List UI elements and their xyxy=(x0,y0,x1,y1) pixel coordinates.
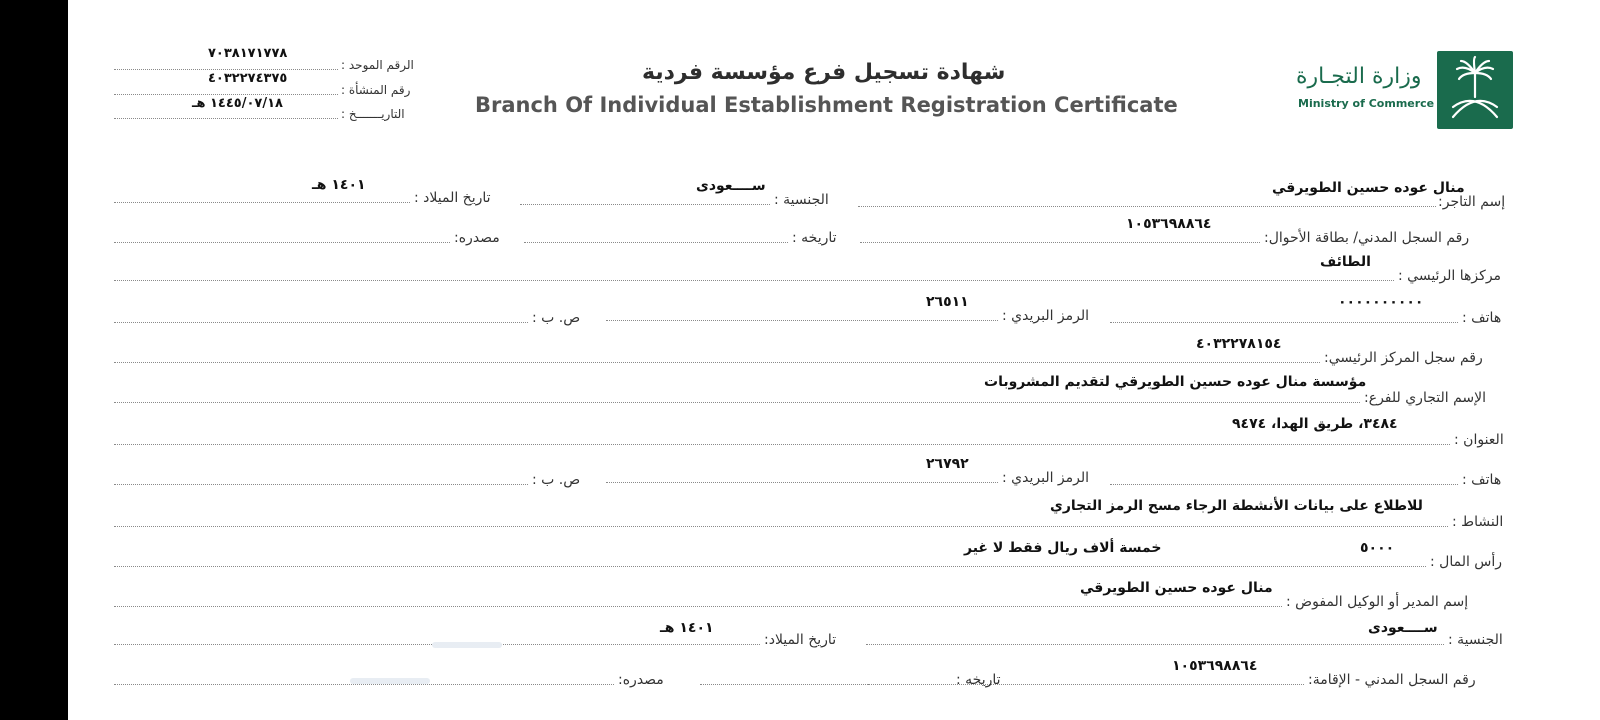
unified-number-value: ٧٠٣٨١٧١٧٧٨ xyxy=(208,46,288,61)
phone-label: هاتف : xyxy=(1462,310,1502,326)
ministry-name-en: Ministry of Commerce xyxy=(1298,97,1435,110)
po-box-line xyxy=(114,322,528,323)
civil-id-date-line xyxy=(524,242,788,243)
nationality-line xyxy=(520,204,770,205)
hq-line xyxy=(114,280,1394,281)
hq-registration-value: ٤٠٣٢٢٧٨١٥٤ xyxy=(1196,336,1282,352)
capital-words: خمسة ألاف ريال فقط لا غير xyxy=(964,540,1162,556)
branch-postal-code-label: الرمز البريدي : xyxy=(1002,470,1090,486)
manager-civil-id-value: ١٠٥٣٦٩٨٨٦٤ xyxy=(1172,658,1258,674)
civil-id-source-line xyxy=(114,242,450,243)
manager-civil-id-date-line xyxy=(700,684,952,685)
branch-phone-label: هاتف : xyxy=(1462,472,1502,488)
postal-code-value: ٢٦٥١١ xyxy=(926,294,969,310)
activity-label: النشاط : xyxy=(1452,514,1504,530)
merchant-name-line xyxy=(858,206,1436,207)
civil-id-line xyxy=(860,242,1260,243)
establishment-number-value: ٤٠٣٢٢٧٤٣٧٥ xyxy=(208,71,288,86)
phone-line xyxy=(1110,322,1458,323)
manager-civil-id-source-label: مصدره: xyxy=(618,672,664,688)
civil-id-label: رقم السجل المدني/ بطاقة الأحوال: xyxy=(1264,230,1470,246)
ministry-emblem-icon xyxy=(1437,51,1513,129)
certificate-title-en: Branch Of Individual Establishment Registration Certificate xyxy=(475,93,1178,117)
merchant-name-value: منال عوده حسين الطويرقي xyxy=(1272,180,1465,196)
postal-code-line xyxy=(606,320,998,321)
manager-value: منال عوده حسين الطويرقي xyxy=(1080,580,1273,596)
merchant-name-label: إسم التاجر: xyxy=(1438,194,1506,210)
manager-civil-id-date-label: تاريخه : xyxy=(956,672,1001,688)
issue-date-label: التاريـــــــخ : xyxy=(341,107,405,121)
hq-registration-label: رقم سجل المركز الرئيسي: xyxy=(1324,350,1483,366)
branch-postal-code-value: ٢٦٧٩٢ xyxy=(926,456,969,472)
certificate-title-ar: شهادة تسجيل فرع مؤسسة فردية xyxy=(642,60,1006,85)
civil-id-value: ١٠٥٣٦٩٨٨٦٤ xyxy=(1126,216,1212,232)
manager-label: إسم المدير أو الوكيل المفوض : xyxy=(1286,594,1469,610)
branch-po-box-label: ص. ب : xyxy=(532,472,581,488)
civil-id-source-label: مصدره: xyxy=(454,230,500,246)
manager-nationality-value: ســــعودى xyxy=(1368,620,1438,636)
nationality-value: ســــعودى xyxy=(696,178,766,194)
hq-value: الطائف xyxy=(1320,254,1371,270)
establishment-number-label: رقم المنشأة : xyxy=(341,83,411,97)
birth-date-label: تاريخ الميلاد : xyxy=(414,190,491,206)
manager-nationality-label: الجنسية : xyxy=(1448,632,1503,648)
unified-number-line xyxy=(114,69,338,70)
left-black-margin xyxy=(0,0,68,720)
manager-nationality-line xyxy=(866,644,1444,645)
manager-civil-id-source-line xyxy=(114,684,614,685)
capital-line xyxy=(114,566,1426,567)
branch-trade-name-label: الإسم التجاري للفرع: xyxy=(1364,390,1487,406)
civil-id-date-label: تاريخه : xyxy=(792,230,837,246)
hq-registration-line xyxy=(114,362,1320,363)
birth-date-value: ١٤٠١ هـ xyxy=(312,177,366,193)
nationality-label: الجنسية : xyxy=(774,192,829,208)
manager-line xyxy=(114,606,1282,607)
manager-birth-date-label: تاريخ الميلاد: xyxy=(764,632,837,648)
birth-date-line xyxy=(114,202,410,203)
ministry-name-ar: وزارة التجـارة xyxy=(1296,64,1422,89)
certificate-page xyxy=(68,0,1600,720)
capital-value: ٥٠٠٠ xyxy=(1360,540,1395,556)
hq-label: مركزها الرئيسي : xyxy=(1398,268,1502,284)
postal-code-label: الرمز البريدي : xyxy=(1002,308,1090,324)
manager-civil-id-label: رقم السجل المدني - الإقامة: xyxy=(1308,672,1476,688)
issue-date-line xyxy=(114,118,338,119)
address-label: العنوان : xyxy=(1454,432,1504,448)
activity-line xyxy=(114,526,1448,527)
branch-phone-line xyxy=(1110,484,1458,485)
issue-date-value: ١٤٤٥/٠٧/١٨ هـ xyxy=(192,96,283,111)
manager-birth-date-value: ١٤٠١ هـ xyxy=(660,620,714,636)
scan-smudge-2 xyxy=(350,678,430,684)
scan-smudge xyxy=(432,642,502,648)
po-box-label: ص. ب : xyxy=(532,310,581,326)
branch-po-box-line xyxy=(114,484,528,485)
unified-number-label: الرقم الموحد : xyxy=(341,58,414,72)
establishment-number-line xyxy=(114,94,338,95)
branch-postal-code-line xyxy=(606,482,998,483)
branch-trade-name-line xyxy=(114,402,1360,403)
address-line xyxy=(114,444,1450,445)
phone-value: ٠٠٠٠٠٠٠٠٠٠ xyxy=(1338,294,1424,310)
branch-trade-name-value: مؤسسة منال عوده حسين الطويرقي لتقديم المشروبات xyxy=(984,374,1367,390)
capital-label: رأس المال : xyxy=(1430,554,1503,570)
activity-value: للاطلاع على بيانات الأنشطة الرجاء مسح الرمز التجاري xyxy=(1050,498,1423,514)
address-value: ٣٤٨٤، طريق الهدا، ٩٤٧٤ xyxy=(1232,416,1398,432)
